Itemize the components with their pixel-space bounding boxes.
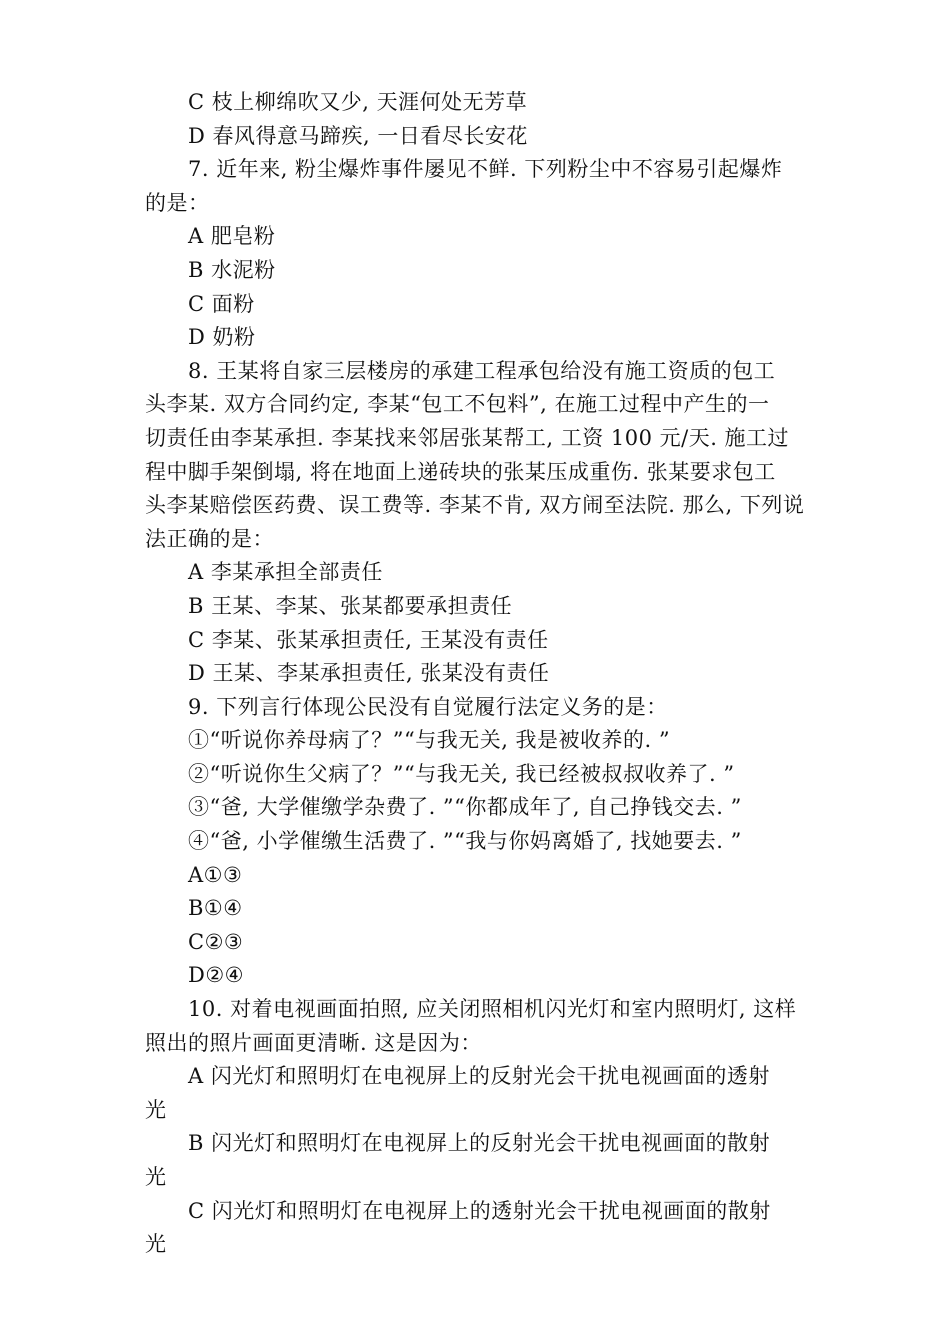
text-line: ④“爸, 小学催缴生活费了. ”“我与你妈离婚了, 找她要去. ” [188, 829, 742, 854]
text-line: D②④ [188, 963, 244, 988]
text-line: 法正确的是： [145, 526, 274, 551]
text-line: ③“爸, 大学催缴学杂费了. ”“你都成年了, 自己挣钱交去. ” [188, 795, 742, 820]
text-line: 切责任由李某承担. 李某找来邻居张某帮工, 工资 100 元/天. 施工过 [145, 425, 790, 450]
text-line: 8. 王某将自家三层楼房的承建工程承包给没有施工资质的包工 [188, 358, 776, 383]
text-line: A 肥皂粉 [188, 224, 276, 249]
text-line: ①“听说你养母病了？”“与我无关, 我是被收养的. ” [188, 728, 671, 753]
text-line: B 王某、李某、张某都要承担责任 [188, 593, 513, 618]
text-line: 7. 近年来, 粉尘爆炸事件屡见不鲜. 下列粉尘中不容易引起爆炸 [188, 157, 783, 182]
text-line: C 闪光灯和照明灯在电视屏上的透射光会干扰电视画面的散射 [188, 1198, 771, 1223]
text-line: 头李某. 双方合同约定, 李某“包工不包料”, 在施工过程中产生的一 [145, 392, 770, 417]
text-line: D 春风得意马蹄疾, 一日看尽长安花 [188, 123, 528, 148]
text-line: 光 [145, 1097, 167, 1122]
text-line: 光 [145, 1232, 167, 1257]
text-line: B①④ [188, 896, 243, 921]
text-line: 9. 下列言行体现公民没有自觉履行法定义务的是： [188, 694, 668, 719]
text-line: D 奶粉 [188, 325, 256, 350]
document-body [145, 86, 808, 1262]
text-line: B 水泥粉 [188, 257, 276, 282]
text-line: 程中脚手架倒塌, 将在地面上递砖块的张某压成重伤. 张某要求包工 [145, 459, 776, 484]
text-line: A①③ [188, 862, 243, 887]
text-line: C②③ [188, 929, 244, 954]
text-line: 光 [145, 1165, 167, 1189]
text-line: A 李某承担全部责任 [188, 560, 383, 585]
text-line: 照出的照片画面更清晰. 这是因为： [145, 1030, 482, 1055]
text-line: A 闪光灯和照明灯在电视屏上的反射光会干扰电视画面的透射 [188, 1064, 770, 1089]
text-line: 的是： [145, 190, 210, 215]
text-line: 头李某赔偿医药费、误工费等. 李某不肯, 双方闹至法院. 那么, 下列说 [145, 493, 805, 518]
text-line: ②“听说你生父病了？”“与我无关, 我已经被叔叔收养了. ” [188, 761, 735, 786]
text-line: 10. 对着电视画面拍照, 应关闭照相机闪光灯和室内照明灯, 这样 [188, 997, 797, 1022]
text-line: C 李某、张某承担责任, 王某没有责任 [188, 627, 549, 652]
text-line: C 面粉 [188, 291, 255, 316]
text-line: C 枝上柳绵吹又少, 天涯何处无芳草 [188, 90, 528, 114]
text-line: D 王某、李某承担责任, 张某没有责任 [188, 661, 550, 686]
text-line: B 闪光灯和照明灯在电视屏上的反射光会干扰电视画面的散射 [188, 1131, 771, 1156]
